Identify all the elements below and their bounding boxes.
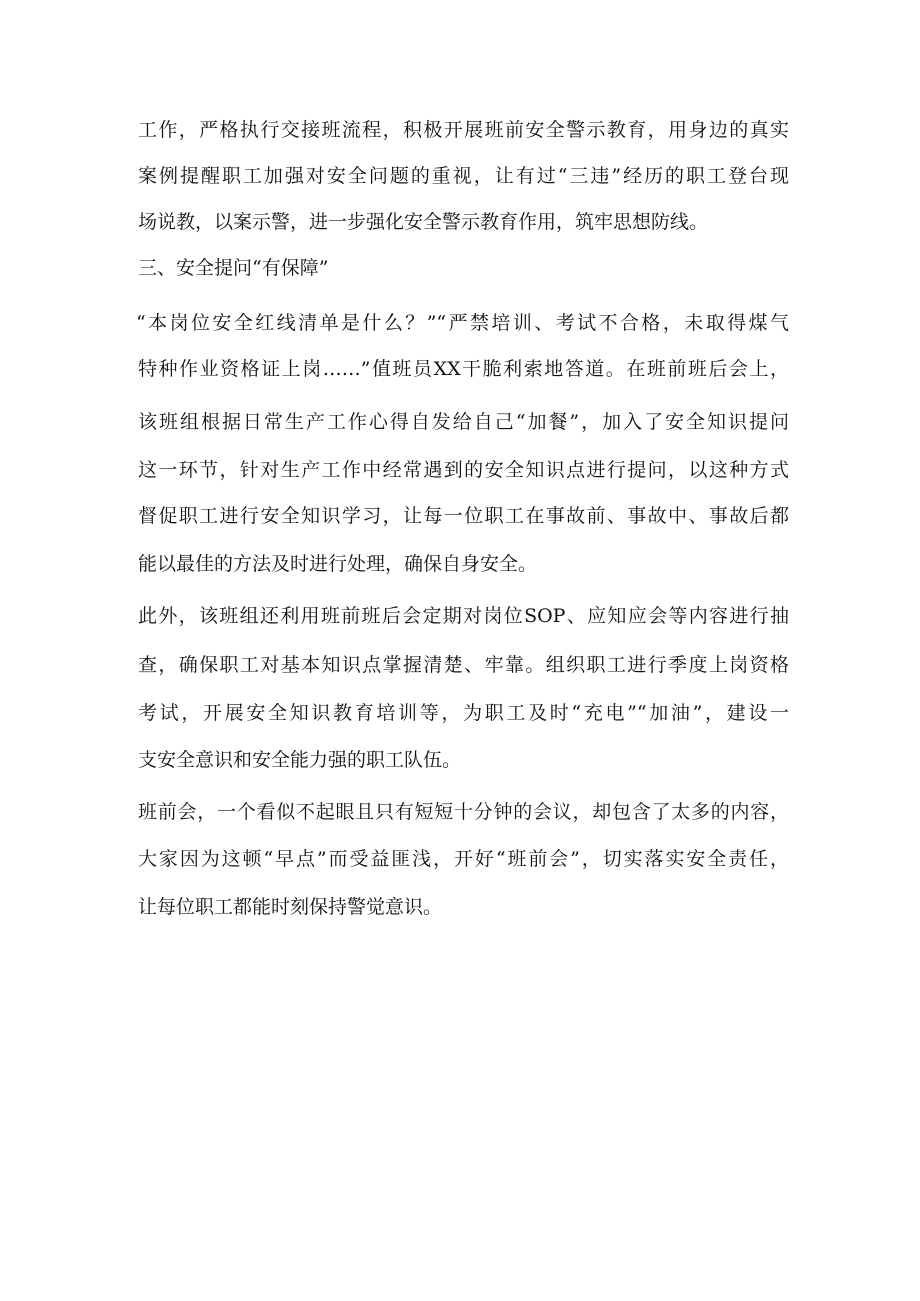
paragraph-line: 此外，该班组还利用班前班后会定期对岗位SOP、应知应会等内容进行抽 bbox=[138, 605, 789, 627]
paragraph-line: 案例提醒职工加强对安全问题的重视，让有过“三违”经历的职工登台现 bbox=[138, 165, 789, 187]
paragraph-line: “本岗位安全红线清单是什么？”“严禁培训、考试不合格，未取得煤气 bbox=[136, 312, 789, 334]
paragraph-line: 特种作业资格证上岗……”值班员XX干脆利索地答道。在班前班后会上， bbox=[138, 358, 789, 380]
paragraph-line: 班前会，一个看似不起眼且只有短短十分钟的会议，却包含了太多的内容， bbox=[138, 801, 789, 823]
paragraph-line: 考试，开展安全知识教育培训等，为职工及时“充电”“加油”，建设一 bbox=[138, 702, 789, 724]
paragraph-line: 大家因为这顿“早点”而受益匪浅，开好“班前会”，切实落实安全责任， bbox=[138, 848, 789, 870]
paragraph-line: 该班组根据日常生产工作心得自发给自己“加餐”，加入了安全知识提问 bbox=[138, 411, 789, 433]
paragraph-line: 支安全意识和安全能力强的职工队伍。 bbox=[138, 749, 462, 771]
section-heading: 三、安全提问“有保障” bbox=[138, 257, 329, 279]
paragraph-line: 场说教，以案示警，进一步强化安全警示教育作用，筑牢思想防线。 bbox=[138, 211, 709, 233]
paragraph-line: 能以最佳的方法及时进行处理，确保自身安全。 bbox=[138, 553, 538, 575]
paragraph-line: 查，确保职工对基本知识点掌握清楚、牢靠。组织职工进行季度上岗资格 bbox=[138, 654, 789, 676]
paragraph-line: 督促职工进行安全知识学习，让每一位职工在事故前、事故中、事故后都 bbox=[138, 505, 789, 527]
paragraph-line: 工作，严格执行交接班流程，积极开展班前安全警示教育，用身边的真实 bbox=[138, 119, 789, 141]
paragraph-line: 让每位职工都能时刻保持警觉意识。 bbox=[138, 896, 443, 918]
paragraph-line: 这一环节，针对生产工作中经常遇到的安全知识点进行提问，以这种方式 bbox=[138, 459, 789, 481]
